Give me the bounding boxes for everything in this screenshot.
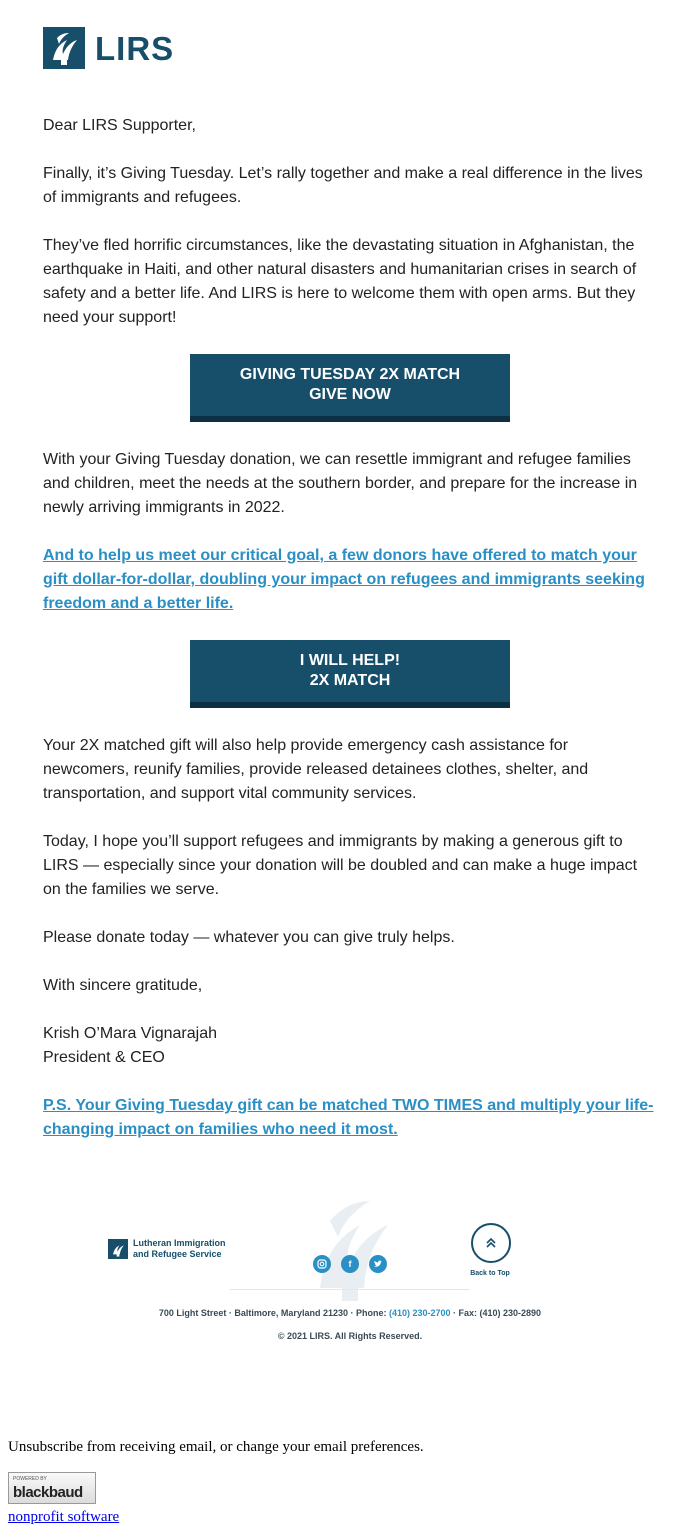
paragraph-hope: Today, I hope you’ll support refugees and immigrants by making a generous gift to LIRS — especially since your donation will be doubled and can make a huge impact on the families we serve. (43, 833, 638, 898)
i-will-help-button[interactable] (190, 640, 510, 708)
signer-title: President & CEO (43, 1049, 165, 1066)
give-now-button[interactable] (190, 354, 510, 422)
badge-name: blackbaud (13, 1484, 83, 1501)
ps-link[interactable]: P.S. Your Giving Tuesday gift can be matched TWO TIMES and multiply your life-changing impact on families who need it most. (43, 1097, 654, 1138)
i-will-help-button-line2: 2X MATCH (309, 672, 391, 689)
facebook-icon[interactable]: f (341, 1255, 359, 1273)
footer-org-line1: Lutheran Immigration (133, 1238, 226, 1248)
torch-flame-icon (43, 27, 85, 69)
blackbaud-badge[interactable] (8, 1472, 96, 1504)
closing: With sincere gratitude, (43, 977, 203, 994)
logo-wordmark: LIRS (95, 29, 175, 67)
give-now-button-line1: GIVING TUESDAY 2X MATCH (239, 366, 461, 383)
paragraph-donation: With your Giving Tuesday donation, we can resettle immigrant and refugee families and children, meet the needs at the southern border, and prepare for the increase in newly arriving immigrants in 2022. (43, 451, 638, 516)
paragraph-circumstances: They’ve fled horrific circumstances, like the devastating situation in Afghanistan, the earthquake in Haiti, and other natural disasters and humanitarian crises in search of safety and a better life. And LIRS is here to welcome them with open arms. But they need your support! (43, 237, 637, 326)
phone-link[interactable]: (410) 230-2700 (388, 1308, 451, 1318)
paragraph-intro: Finally, it’s Giving Tuesday. Let’s rally together and make a real difference in the lives of immigrants and refugees. (43, 165, 643, 206)
torch-watermark-icon (300, 1193, 400, 1303)
paragraph-matched-gift: Your 2X matched gift will also help provide emergency cash assistance for newcomers, reunify families, provide released detainees clothes, shelter, and transportation, and support vital community services. (43, 737, 589, 802)
footer-address (0, 1308, 700, 1318)
address-text: 700 Light Street · Baltimore, Maryland 21230 · Phone: (158, 1308, 389, 1318)
torch-flame-small-icon (108, 1239, 128, 1259)
signer-name: Krish O’Mara Vignarajah (43, 1025, 218, 1042)
i-will-help-button-line1: I WILL HELP! (299, 652, 401, 669)
greeting: Dear LIRS Supporter, (43, 117, 196, 134)
back-to-top-button[interactable] (471, 1223, 511, 1263)
copyright: © 2021 LIRS. All Rights Reserved. (277, 1331, 423, 1341)
match-goal-link[interactable]: And to help us meet our critical goal, a few donors have offered to match your gift dollar-for-dollar, doubling your impact on refugees and immigrants seeking freedom and a better life. (43, 547, 645, 612)
lirs-logo[interactable] (43, 27, 174, 69)
footer-divider (230, 1289, 470, 1290)
back-to-top-label[interactable]: Back to Top (470, 1270, 510, 1277)
footer-org-logo[interactable] (108, 1238, 226, 1260)
give-now-button-line2: GIVE NOW (309, 386, 391, 403)
footer-org-line2: and Refugee Service (133, 1249, 222, 1259)
badge-powered-by: POWERED BY (13, 1476, 47, 1482)
nonprofit-software-link[interactable]: nonprofit software (8, 1509, 120, 1525)
double-chevron-up-icon (484, 1236, 498, 1250)
paragraph-donate-today: Please donate today — whatever you can give truly helps. (43, 929, 455, 946)
twitter-icon[interactable] (369, 1255, 387, 1273)
instagram-icon[interactable] (313, 1255, 331, 1273)
unsubscribe-text[interactable]: Unsubscribe from receiving email, or change your email preferences. (8, 1439, 424, 1455)
fax-text: · Fax: (410) 230-2890 (450, 1308, 542, 1318)
